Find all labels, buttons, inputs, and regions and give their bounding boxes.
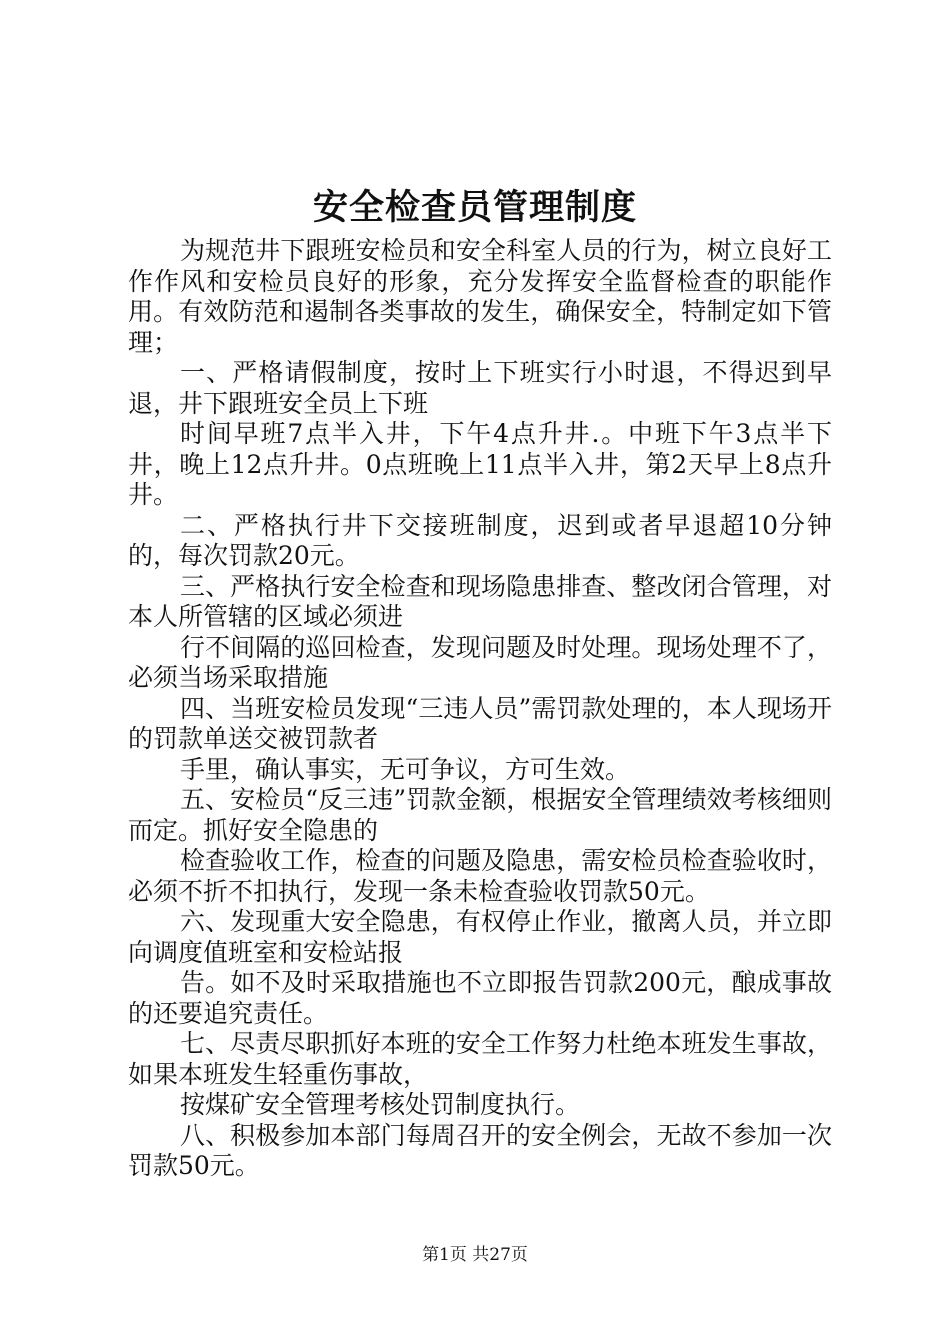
paragraph-intro: 为规范井下跟班安检员和安全科室人员的行为，树立良好工作作风和安检员良好的形象，充分发挥安全监督检查的职能作用。有效防范和遏制各类事故的发生，确保安全，特制定如下管理；: [128, 236, 832, 357]
paragraph-rule-4-cont: 手里，确认事实，无可争议，方可生效。: [180, 754, 631, 784]
paragraph-rule-2: 二、严格执行井下交接班制度，迟到或者早退超10分钟的，每次罚款20元。: [128, 510, 832, 570]
paragraph-rule-3-cont: 行不间隔的巡回检查，发现问题及时处理。现场处理不了，必须当场采取措施: [128, 632, 832, 692]
paragraph-rule-7-cont: 按煤矿安全管理考核处罚制度执行。: [180, 1090, 581, 1119]
document-body: [128, 236, 832, 1182]
paragraph-rule-1-cont: 时间早班7点半入井，下午4点升井.。中班下午3点半下井，晚上12点升井。0点班晚上11点半入井，第2天早上8点升井。: [128, 419, 832, 509]
paragraph-rule-3: 三、严格执行安全检查和现场隐患排查、整改闭合管理，对本人所管辖的区域必须进: [128, 571, 832, 631]
paragraph-rule-4: 四、当班安检员发现“三违人员”需罚款处理的，本人现场开的罚款单送交被罚款者: [128, 693, 832, 753]
page-number-footer: 第1页 共27页: [422, 1245, 528, 1265]
paragraph-rule-5: 五、安检员“反三违”罚款金额，根据安全管理绩效考核细则而定。抓好安全隐患的: [128, 785, 832, 845]
paragraph-rule-8: 八、积极参加本部门每周召开的安全例会，无故不参加一次罚款50元。: [128, 1120, 832, 1180]
paragraph-rule-6-cont: 告。如不及时采取措施也不立即报告罚款200元，酿成事故的还要追究责任。: [128, 968, 832, 1028]
paragraph-rule-1: 一、严格请假制度，按时上下班实行小时退，不得迟到早退，井下跟班安全员上下班: [128, 358, 832, 418]
document-title: 安全检查员管理制度: [312, 187, 637, 228]
paragraph-rule-5-cont: 检查验收工作，检查的问题及隐患，需安检员检查验收时，必须不折不扣执行，发现一条未检查验收罚款50元。: [128, 846, 832, 906]
paragraph-rule-7: 七、尽责尽职抓好本班的安全工作努力杜绝本班发生事故，如果本班发生轻重伤事故，: [128, 1029, 832, 1089]
paragraph-rule-6: 六、发现重大安全隐患，有权停止作业，撤离人员，并立即向调度值班室和安检站报: [128, 907, 832, 967]
